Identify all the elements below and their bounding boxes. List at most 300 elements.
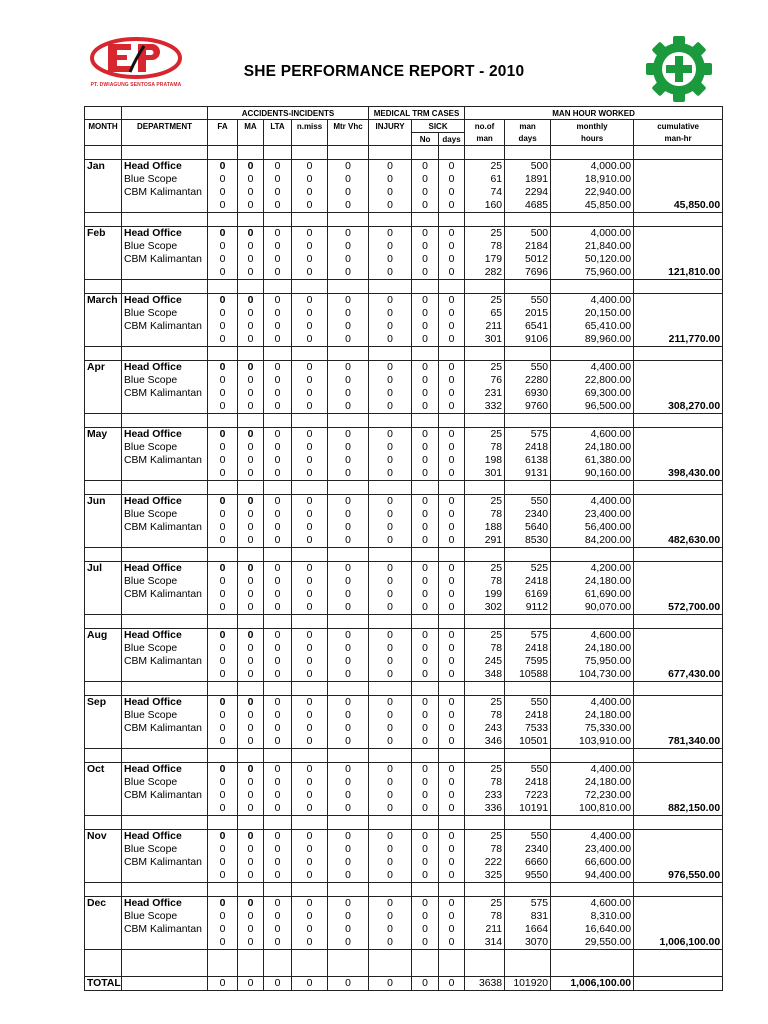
- count-cell: 0: [292, 320, 328, 333]
- monthly-hours-cell: 4,000.00: [551, 160, 634, 174]
- noof-man-cell: 243: [465, 722, 505, 735]
- monthly-hours-cell: 21,840.00: [551, 240, 634, 253]
- count-cell: 0: [238, 495, 264, 509]
- total-count-cell: 0: [208, 977, 238, 991]
- count-cell: 0: [238, 294, 264, 308]
- count-cell: 0: [439, 294, 465, 308]
- man-days-cell: 550: [505, 696, 551, 710]
- count-cell: 0: [292, 897, 328, 911]
- count-cell: 0: [292, 655, 328, 668]
- count-cell: 0: [439, 923, 465, 936]
- count-cell: 0: [328, 562, 369, 576]
- department-cell: Blue Scope: [122, 709, 208, 722]
- company-name: PT. DWIAGUNG SENTOSA PRATAMA: [90, 82, 182, 88]
- count-cell: 0: [439, 508, 465, 521]
- count-cell: 0: [264, 776, 292, 789]
- count-cell: 0: [238, 735, 264, 749]
- count-cell: 0: [412, 186, 439, 199]
- count-cell: 0: [208, 642, 238, 655]
- count-cell: 0: [439, 789, 465, 802]
- month-label: Dec: [85, 897, 122, 911]
- monthly-hours-cell: 20,150.00: [551, 307, 634, 320]
- count-cell: 0: [439, 199, 465, 213]
- count-cell: 0: [238, 722, 264, 735]
- count-cell: 0: [328, 320, 369, 333]
- count-cell: 0: [328, 789, 369, 802]
- count-cell: 0: [412, 333, 439, 347]
- department-cell: Blue Scope: [122, 642, 208, 655]
- count-cell: 0: [328, 588, 369, 601]
- count-cell: 0: [439, 843, 465, 856]
- count-cell: 0: [439, 333, 465, 347]
- count-cell: 0: [369, 333, 412, 347]
- table-row: [85, 467, 723, 481]
- count-cell: 0: [208, 294, 238, 308]
- count-cell: 0: [439, 374, 465, 387]
- table-row: [85, 776, 723, 789]
- count-cell: 0: [238, 521, 264, 534]
- man-days-cell: 5012: [505, 253, 551, 266]
- count-cell: 0: [369, 776, 412, 789]
- count-cell: 0: [264, 923, 292, 936]
- count-cell: 0: [412, 601, 439, 615]
- count-cell: 0: [328, 735, 369, 749]
- spacer-row: [85, 682, 723, 696]
- noof-header: no.of: [465, 120, 505, 133]
- table-row: [85, 735, 723, 749]
- count-cell: 0: [264, 521, 292, 534]
- noof-man-cell: 314: [465, 936, 505, 950]
- table-row: [85, 869, 723, 883]
- count-cell: 0: [439, 307, 465, 320]
- total-count-cell: 0: [238, 977, 264, 991]
- count-cell: 0: [208, 374, 238, 387]
- count-cell: 0: [208, 936, 238, 950]
- count-cell: 0: [264, 897, 292, 911]
- count-cell: 0: [328, 521, 369, 534]
- count-cell: 0: [238, 387, 264, 400]
- total-row: [85, 977, 723, 991]
- department-cell: Head Office: [122, 763, 208, 777]
- department-cell: Blue Scope: [122, 575, 208, 588]
- count-cell: 0: [238, 763, 264, 777]
- count-cell: 0: [292, 735, 328, 749]
- count-cell: 0: [412, 923, 439, 936]
- count-cell: 0: [264, 735, 292, 749]
- noof-man-cell: 179: [465, 253, 505, 266]
- count-cell: 0: [292, 709, 328, 722]
- man-sub-header: days: [505, 133, 551, 146]
- count-cell: 0: [264, 936, 292, 950]
- department-cell: Head Office: [122, 562, 208, 576]
- table-row: [85, 400, 723, 414]
- monthly-hours-cell: 24,180.00: [551, 776, 634, 789]
- table-row: [85, 709, 723, 722]
- count-cell: 0: [238, 428, 264, 442]
- department-cell: CBM Kalimantan: [122, 387, 208, 400]
- table-row: [85, 173, 723, 186]
- total-count-cell: 0: [369, 977, 412, 991]
- total-count-cell: 0: [328, 977, 369, 991]
- man-days-cell: 1664: [505, 923, 551, 936]
- count-cell: 0: [238, 467, 264, 481]
- month-label: Jul: [85, 562, 122, 576]
- noof-man-cell: 25: [465, 428, 505, 442]
- count-cell: 0: [292, 173, 328, 186]
- count-cell: 0: [208, 562, 238, 576]
- count-cell: 0: [292, 160, 328, 174]
- count-cell: 0: [292, 186, 328, 199]
- monthly-hours-cell: 90,070.00: [551, 601, 634, 615]
- count-cell: 0: [412, 294, 439, 308]
- count-cell: 0: [328, 508, 369, 521]
- noof-man-cell: 211: [465, 320, 505, 333]
- count-cell: 0: [412, 266, 439, 280]
- count-cell: 0: [369, 521, 412, 534]
- department-cell: Blue Scope: [122, 508, 208, 521]
- count-cell: 0: [369, 722, 412, 735]
- table-row: [85, 588, 723, 601]
- count-cell: 0: [412, 709, 439, 722]
- spacer-row: [85, 414, 723, 428]
- count-cell: 0: [328, 763, 369, 777]
- count-cell: 0: [208, 722, 238, 735]
- count-cell: 0: [439, 160, 465, 174]
- department-cell: Head Office: [122, 428, 208, 442]
- count-cell: 0: [412, 240, 439, 253]
- count-cell: 0: [208, 333, 238, 347]
- count-cell: 0: [264, 869, 292, 883]
- count-cell: 0: [369, 735, 412, 749]
- count-cell: 0: [439, 227, 465, 241]
- count-cell: 0: [292, 387, 328, 400]
- spacer-row: [85, 280, 723, 294]
- count-cell: 0: [439, 266, 465, 280]
- count-cell: 0: [328, 696, 369, 710]
- count-cell: 0: [439, 655, 465, 668]
- department-cell: [122, 266, 208, 280]
- noof-man-cell: 25: [465, 696, 505, 710]
- count-cell: 0: [264, 361, 292, 375]
- count-cell: 0: [238, 173, 264, 186]
- man-days-cell: 5640: [505, 521, 551, 534]
- monthly-hours-cell: 4,400.00: [551, 294, 634, 308]
- count-cell: 0: [208, 856, 238, 869]
- man-days-cell: 1891: [505, 173, 551, 186]
- count-cell: 0: [412, 575, 439, 588]
- month-label: Oct: [85, 763, 122, 777]
- man-days-cell: 6660: [505, 856, 551, 869]
- man-days-cell: 575: [505, 428, 551, 442]
- department-cell: [122, 802, 208, 816]
- man-days-cell: 575: [505, 897, 551, 911]
- man-days-cell: 2418: [505, 575, 551, 588]
- medical-group-header: MEDICAL TRM CASES: [369, 107, 465, 120]
- spacer-row: [85, 963, 723, 977]
- count-cell: 0: [264, 400, 292, 414]
- count-cell: 0: [412, 802, 439, 816]
- count-cell: 0: [264, 588, 292, 601]
- monthly-hours-cell: 29,550.00: [551, 936, 634, 950]
- cumulative-cell: 781,340.00: [634, 735, 723, 749]
- count-cell: 0: [369, 830, 412, 844]
- count-cell: 0: [292, 307, 328, 320]
- count-cell: 0: [369, 936, 412, 950]
- monthly-hours-cell: 45,850.00: [551, 199, 634, 213]
- spacer-row: [85, 883, 723, 897]
- total-count-cell: 0: [412, 977, 439, 991]
- count-cell: 0: [264, 534, 292, 548]
- count-cell: 0: [238, 629, 264, 643]
- count-cell: 0: [238, 227, 264, 241]
- lta-header: LTA: [264, 120, 292, 133]
- count-cell: 0: [369, 655, 412, 668]
- count-cell: 0: [264, 843, 292, 856]
- count-cell: 0: [238, 266, 264, 280]
- total-man-cell: 101920: [505, 977, 551, 991]
- count-cell: 0: [439, 869, 465, 883]
- count-cell: 0: [369, 601, 412, 615]
- month-label: Jun: [85, 495, 122, 509]
- monthly-hours-cell: 69,300.00: [551, 387, 634, 400]
- noof-man-cell: 78: [465, 642, 505, 655]
- count-cell: 0: [208, 588, 238, 601]
- noof-man-cell: 25: [465, 830, 505, 844]
- count-cell: 0: [369, 642, 412, 655]
- count-cell: 0: [292, 910, 328, 923]
- count-cell: 0: [328, 923, 369, 936]
- count-cell: 0: [238, 776, 264, 789]
- count-cell: 0: [264, 387, 292, 400]
- count-cell: 0: [439, 562, 465, 576]
- cumulative-header: cumulative: [634, 120, 723, 133]
- count-cell: 0: [292, 722, 328, 735]
- count-cell: 0: [369, 387, 412, 400]
- injury-header: INJURY: [369, 120, 412, 133]
- count-cell: 0: [328, 400, 369, 414]
- she-performance-table: [84, 106, 723, 991]
- noof-man-cell: 78: [465, 575, 505, 588]
- monthly-hours-cell: 22,940.00: [551, 186, 634, 199]
- total-label: TOTAL: [85, 977, 122, 991]
- department-cell: Blue Scope: [122, 307, 208, 320]
- table-row: [85, 240, 723, 253]
- count-cell: 0: [369, 843, 412, 856]
- man-days-cell: 7533: [505, 722, 551, 735]
- monthly-hours-cell: 23,400.00: [551, 508, 634, 521]
- count-cell: 0: [264, 830, 292, 844]
- count-cell: 0: [208, 400, 238, 414]
- count-cell: 0: [264, 655, 292, 668]
- count-cell: 0: [412, 642, 439, 655]
- count-cell: 0: [369, 802, 412, 816]
- count-cell: 0: [208, 240, 238, 253]
- count-cell: 0: [412, 830, 439, 844]
- count-cell: 0: [412, 320, 439, 333]
- count-cell: 0: [292, 802, 328, 816]
- count-cell: 0: [264, 696, 292, 710]
- spacer-row: [85, 146, 723, 160]
- month-label: March: [85, 294, 122, 308]
- count-cell: 0: [264, 709, 292, 722]
- department-cell: CBM Kalimantan: [122, 253, 208, 266]
- noof-man-cell: 78: [465, 709, 505, 722]
- table-row: [85, 830, 723, 844]
- count-cell: 0: [412, 936, 439, 950]
- count-cell: 0: [328, 387, 369, 400]
- count-cell: 0: [369, 575, 412, 588]
- department-cell: Blue Scope: [122, 843, 208, 856]
- count-cell: 0: [292, 467, 328, 481]
- count-cell: 0: [208, 441, 238, 454]
- count-cell: 0: [292, 629, 328, 643]
- mtr-vhc-header: Mtr Vhc: [328, 120, 369, 133]
- count-cell: 0: [264, 428, 292, 442]
- cumulative-cell: 211,770.00: [634, 333, 723, 347]
- cumulative-cell: 976,550.00: [634, 869, 723, 883]
- count-cell: 0: [208, 763, 238, 777]
- man-days-cell: 9106: [505, 333, 551, 347]
- department-cell: CBM Kalimantan: [122, 454, 208, 467]
- noof-man-cell: 78: [465, 910, 505, 923]
- count-cell: 0: [328, 467, 369, 481]
- noof-man-cell: 25: [465, 763, 505, 777]
- count-cell: 0: [412, 160, 439, 174]
- count-cell: 0: [369, 897, 412, 911]
- count-cell: 0: [208, 575, 238, 588]
- department-cell: Blue Scope: [122, 910, 208, 923]
- count-cell: 0: [208, 467, 238, 481]
- cumulative-cell: 1,006,100.00: [634, 936, 723, 950]
- noof-man-cell: 25: [465, 227, 505, 241]
- monthly-hours-cell: 61,690.00: [551, 588, 634, 601]
- spacer-row: [85, 548, 723, 562]
- monthly-hours-cell: 90,160.00: [551, 467, 634, 481]
- count-cell: 0: [238, 400, 264, 414]
- department-cell: Head Office: [122, 897, 208, 911]
- count-cell: 0: [238, 374, 264, 387]
- department-cell: Head Office: [122, 160, 208, 174]
- department-cell: Head Office: [122, 629, 208, 643]
- count-cell: 0: [292, 400, 328, 414]
- noof-man-cell: 199: [465, 588, 505, 601]
- count-cell: 0: [292, 869, 328, 883]
- monthly-hours-cell: 24,180.00: [551, 441, 634, 454]
- monthly-hours-cell: 4,400.00: [551, 495, 634, 509]
- count-cell: 0: [369, 923, 412, 936]
- noof-man-cell: 211: [465, 923, 505, 936]
- count-cell: 0: [412, 897, 439, 911]
- noof-man-cell: 25: [465, 294, 505, 308]
- man-days-cell: 9112: [505, 601, 551, 615]
- count-cell: 0: [439, 588, 465, 601]
- noof-man-cell: 78: [465, 441, 505, 454]
- table-row: [85, 856, 723, 869]
- count-cell: 0: [328, 199, 369, 213]
- department-cell: [122, 467, 208, 481]
- count-cell: 0: [292, 454, 328, 467]
- man-days-cell: 2280: [505, 374, 551, 387]
- count-cell: 0: [369, 307, 412, 320]
- monthly-hours-cell: 75,950.00: [551, 655, 634, 668]
- count-cell: 0: [369, 495, 412, 509]
- cumulative-cell: 121,810.00: [634, 266, 723, 280]
- count-cell: 0: [208, 789, 238, 802]
- noof-man-cell: 332: [465, 400, 505, 414]
- monthly-hours-cell: 24,180.00: [551, 642, 634, 655]
- count-cell: 0: [412, 776, 439, 789]
- count-cell: 0: [328, 186, 369, 199]
- count-cell: 0: [369, 320, 412, 333]
- man-days-cell: 500: [505, 227, 551, 241]
- man-days-cell: 550: [505, 361, 551, 375]
- count-cell: 0: [439, 668, 465, 682]
- count-cell: 0: [208, 521, 238, 534]
- man-days-cell: 9131: [505, 467, 551, 481]
- monthly-hours-cell: 104,730.00: [551, 668, 634, 682]
- count-cell: 0: [208, 266, 238, 280]
- count-cell: 0: [439, 454, 465, 467]
- count-cell: 0: [328, 910, 369, 923]
- count-cell: 0: [208, 869, 238, 883]
- count-cell: 0: [292, 253, 328, 266]
- total-noof-cell: 3638: [465, 977, 505, 991]
- monthly-hours-cell: 8,310.00: [551, 910, 634, 923]
- department-cell: [122, 735, 208, 749]
- noof-man-cell: 25: [465, 629, 505, 643]
- count-cell: 0: [328, 495, 369, 509]
- count-cell: 0: [328, 160, 369, 174]
- monthly-hours-cell: 23,400.00: [551, 843, 634, 856]
- noof-man-cell: 233: [465, 789, 505, 802]
- monthly-sub-header: hours: [551, 133, 634, 146]
- count-cell: 0: [238, 508, 264, 521]
- month-label: Jan: [85, 160, 122, 174]
- count-cell: 0: [238, 333, 264, 347]
- count-cell: 0: [369, 173, 412, 186]
- noof-man-cell: 74: [465, 186, 505, 199]
- count-cell: 0: [412, 227, 439, 241]
- noof-man-cell: 301: [465, 333, 505, 347]
- count-cell: 0: [369, 186, 412, 199]
- table-row: [85, 199, 723, 213]
- man-days-cell: 2418: [505, 776, 551, 789]
- count-cell: 0: [439, 696, 465, 710]
- count-cell: 0: [292, 588, 328, 601]
- count-cell: 0: [208, 508, 238, 521]
- man-days-cell: 9760: [505, 400, 551, 414]
- count-cell: 0: [238, 655, 264, 668]
- count-cell: 0: [264, 789, 292, 802]
- monthly-hours-cell: 4,400.00: [551, 696, 634, 710]
- noof-man-cell: 302: [465, 601, 505, 615]
- count-cell: 0: [208, 802, 238, 816]
- count-cell: 0: [292, 668, 328, 682]
- month-label: Feb: [85, 227, 122, 241]
- count-cell: 0: [292, 763, 328, 777]
- count-cell: 0: [264, 668, 292, 682]
- count-cell: 0: [369, 454, 412, 467]
- department-cell: [122, 400, 208, 414]
- count-cell: 0: [412, 361, 439, 375]
- department-cell: [122, 668, 208, 682]
- count-cell: 0: [439, 441, 465, 454]
- table-row: [85, 642, 723, 655]
- count-cell: 0: [292, 830, 328, 844]
- count-cell: 0: [264, 763, 292, 777]
- count-cell: 0: [264, 562, 292, 576]
- table-row: [85, 936, 723, 950]
